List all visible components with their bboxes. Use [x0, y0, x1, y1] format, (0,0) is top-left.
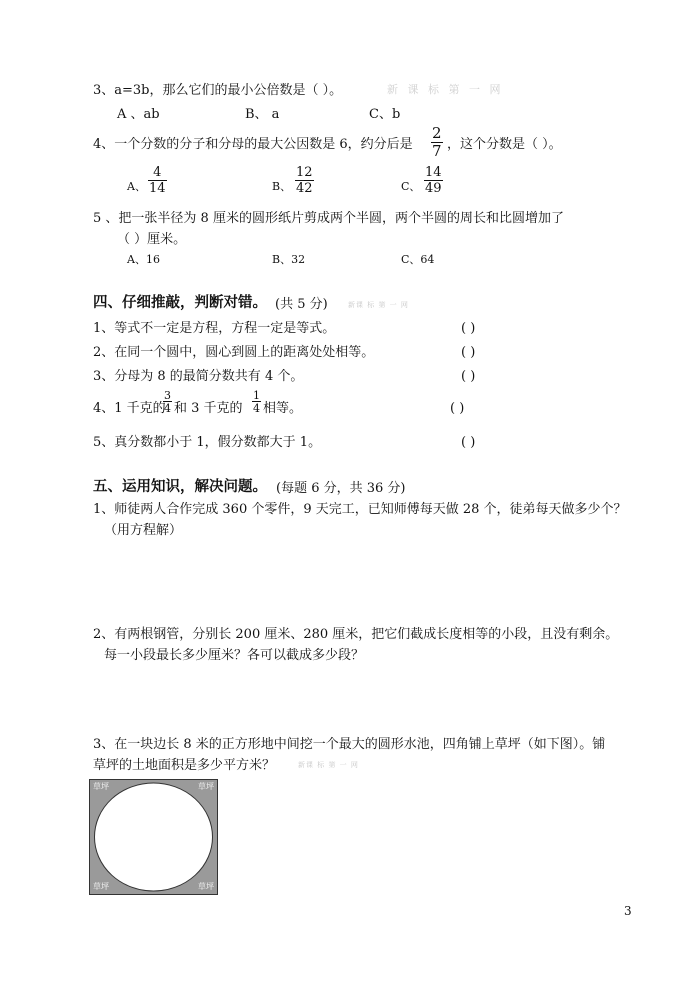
section-5-score: (每题 6 分，共 36 分) [276, 481, 406, 496]
question-5-line1: 5 、把一张半径为 8 厘米的圆形纸片剪成两个半圆，两个半圆的周长和比圆增加了 [93, 211, 564, 226]
q4-option-c-fraction: $\frac{14}{49}$ [425, 165, 442, 196]
q5-option-c: C、64 [401, 253, 435, 266]
field-svg [90, 780, 217, 894]
square-field-figure [89, 779, 218, 895]
lawn-label-top-right: 草坪 [198, 782, 214, 791]
question-3-text: 3、a=3b，那么它们的最小公倍数是（ ）。 [93, 83, 343, 98]
judge-answer-1[interactable]: ( ) [461, 321, 476, 336]
q5-option-b: B、32 [272, 253, 306, 266]
judge-item-4-tail: 相等。 [263, 401, 303, 416]
problem-1-line1: 1、师徒两人合作完成 360 个零件，9 天完工，已知师傅每天做 28 个，徒弟每天做多少个？ [93, 502, 627, 517]
problem-1-line2: （用方程解） [104, 523, 183, 538]
problem-2-line2: 每一小段最长多少厘米？各可以截成多少段？ [104, 648, 365, 663]
section-5-title: 五、运用知识，解决问题。 [93, 479, 267, 495]
judge-answer-5[interactable]: ( ) [461, 435, 476, 450]
page-number: 3 [624, 904, 632, 918]
judge-answer-3[interactable]: ( ) [461, 369, 476, 384]
lawn-label-bottom-left: 草坪 [93, 882, 109, 891]
round-pool [95, 783, 213, 891]
q5-option-a: A、16 [127, 253, 160, 266]
q4-fraction: $\frac{2}{7}$ [432, 124, 442, 160]
judge-item-5: 5、真分数都小于 1，假分数都大于 1。 [93, 435, 322, 450]
question-5-line2: （ ）厘米。 [117, 232, 187, 247]
judge-item-4-fraction-2: $\frac{1}{4}$ [253, 389, 260, 415]
q3-option-b: B、 a [245, 107, 280, 122]
judge-item-4: 4、1 千克的 [93, 401, 166, 416]
judge-answer-4[interactable]: ( ) [450, 401, 465, 416]
judge-item-4-fraction-1: $\frac{3}{4}$ [164, 389, 171, 415]
q4-option-b-label: B、 [272, 180, 292, 193]
problem-2-line1: 2、有两根钢管，分别长 200 厘米、280 厘米，把它们截成长度相等的小段，且没有剩余。 [93, 627, 619, 642]
lawn-label-top-left: 草坪 [93, 782, 109, 791]
question-4-text-after: ，这个分数是（ ）。 [447, 137, 562, 152]
section-4-title: 四、仔细推敲，判断对错。 [93, 295, 267, 311]
judge-item-2: 2、在同一个圆中，圆心到圆上的距离处处相等。 [93, 345, 375, 360]
q4-option-b-fraction: $\frac{12}{42}$ [296, 165, 313, 196]
watermark: 新课 标 第 一 网 [348, 301, 409, 309]
judge-item-4-mid: 和 3 千克的 [174, 401, 243, 416]
lawn-label-bottom-right: 草坪 [198, 882, 214, 891]
q3-option-c: C、b [369, 107, 401, 122]
section-4-score: (共 5 分) [275, 297, 328, 312]
problem-3-line2: 草坪的土地面积是多少平方米？ [93, 758, 276, 773]
judge-answer-2[interactable]: ( ) [461, 345, 476, 360]
q4-option-a-label: A、 [127, 180, 146, 193]
q3-option-a: A 、ab [117, 107, 160, 122]
judge-item-1: 1、等式不一定是方程，方程一定是等式。 [93, 321, 336, 336]
watermark: 新 课 标 第 一 网 [387, 83, 504, 96]
watermark: 新课 标 第 一 网 [298, 761, 359, 769]
q4-option-c-label: C、 [401, 180, 421, 193]
q4-option-a-fraction: $\frac{4}{14}$ [149, 165, 166, 196]
judge-item-3: 3、分母为 8 的最简分数共有 4 个。 [93, 369, 304, 384]
problem-3-line1: 3、在一块边长 8 米的正方形地中间挖一个最大的圆形水池，四角铺上草坪（如下图）。铺 [93, 737, 606, 752]
question-4-text: 4、一个分数的分子和分母的最大公因数是 6，约分后是 [93, 137, 413, 152]
